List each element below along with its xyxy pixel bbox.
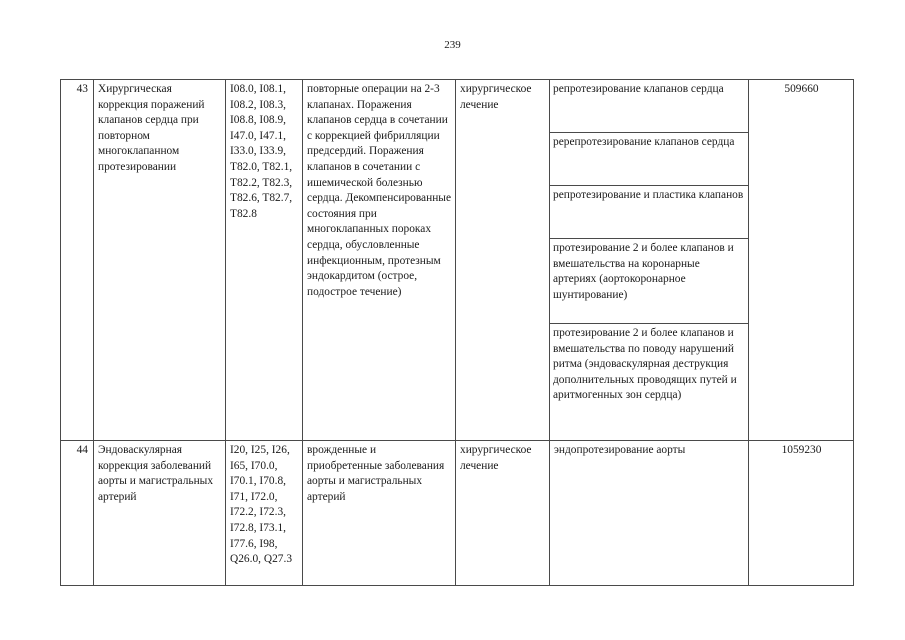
page-number: 239 <box>444 39 461 51</box>
table-row <box>61 441 854 586</box>
treatment-method: ререпротезирование клапанов сердца <box>550 133 748 186</box>
treatment-type: хирургическое лечение <box>460 444 532 472</box>
treatment-method: протезирование 2 и более клапанов и вмешательства по поводу нарушений ритма (эндоваскулярная деструкция дополнительных проводящих путей и аритмогенных зон сердца) <box>553 327 737 402</box>
care-type-name: Эндоваскулярная коррекция заболеваний аорты и магистральных артерий <box>98 444 214 503</box>
table-row <box>61 80 854 441</box>
price: 1059230 <box>781 444 822 456</box>
treatment-type-cell <box>456 441 550 586</box>
row-number: 44 <box>76 444 88 456</box>
patient-model: врожденные и приобретенные заболевания аорты и магистральных артерий <box>307 444 445 503</box>
treatment-method: репротезирование клапанов сердца <box>550 80 748 133</box>
row-number-cell <box>61 80 94 441</box>
treatment-method: протезирование 2 и более клапанов и вмешательства на коронарные артериях (аортокоронарное шунтирование) <box>550 239 748 324</box>
icd-codes-cell <box>226 441 303 586</box>
treatment-method: репротезирование и пластика клапанов <box>550 186 748 239</box>
price-cell <box>749 441 854 586</box>
price-cell <box>749 80 854 441</box>
price: 509660 <box>784 83 819 95</box>
treatment-method: эндопротезирование аорты <box>554 444 686 456</box>
icd-codes: I20, I25, I26, I65, I70.0, I70.1, I70.8, I71, I72.0, I72.2, I72.3, I72.8, I73.1, I77.6, I98, Q26.0, Q27.3 <box>230 444 293 566</box>
care-type-cell <box>94 80 226 441</box>
icd-codes-cell <box>226 80 303 441</box>
row-number-cell <box>61 441 94 586</box>
treatment-methods-cell <box>550 80 749 441</box>
icd-codes: I08.0, I08.1, I08.2, I08.3, I08.8, I08.9, I47.0, I47.1, I33.0, I33.9, T82.0, T82.1, T82.2, T82.3, T82.6, T82.7, T82.8 <box>230 83 293 220</box>
patient-model: повторные операции на 2-3 клапанах. Поражения клапанов сердца в сочетании с коррекцией фибрилляции предсердий. Поражения клапанов в сочетании с ишемической болезнью сердца. Декомпенсированные состояния при многоклапанных пороках сердца, обусловленные инфекционным, протезным эндокардитом (острое, подострое течение) <box>307 83 452 298</box>
patient-model-cell <box>303 441 456 586</box>
care-type-name: Хирургическая коррекция поражений клапанов сердца при повторном многоклапанном протезировании <box>98 83 205 173</box>
care-type-cell <box>94 441 226 586</box>
medical-care-table <box>60 79 854 586</box>
treatment-type: хирургическое лечение <box>460 83 532 111</box>
treatment-methods-cell <box>550 441 749 586</box>
treatment-type-cell <box>456 80 550 441</box>
patient-model-cell <box>303 80 456 441</box>
row-number: 43 <box>76 83 88 95</box>
